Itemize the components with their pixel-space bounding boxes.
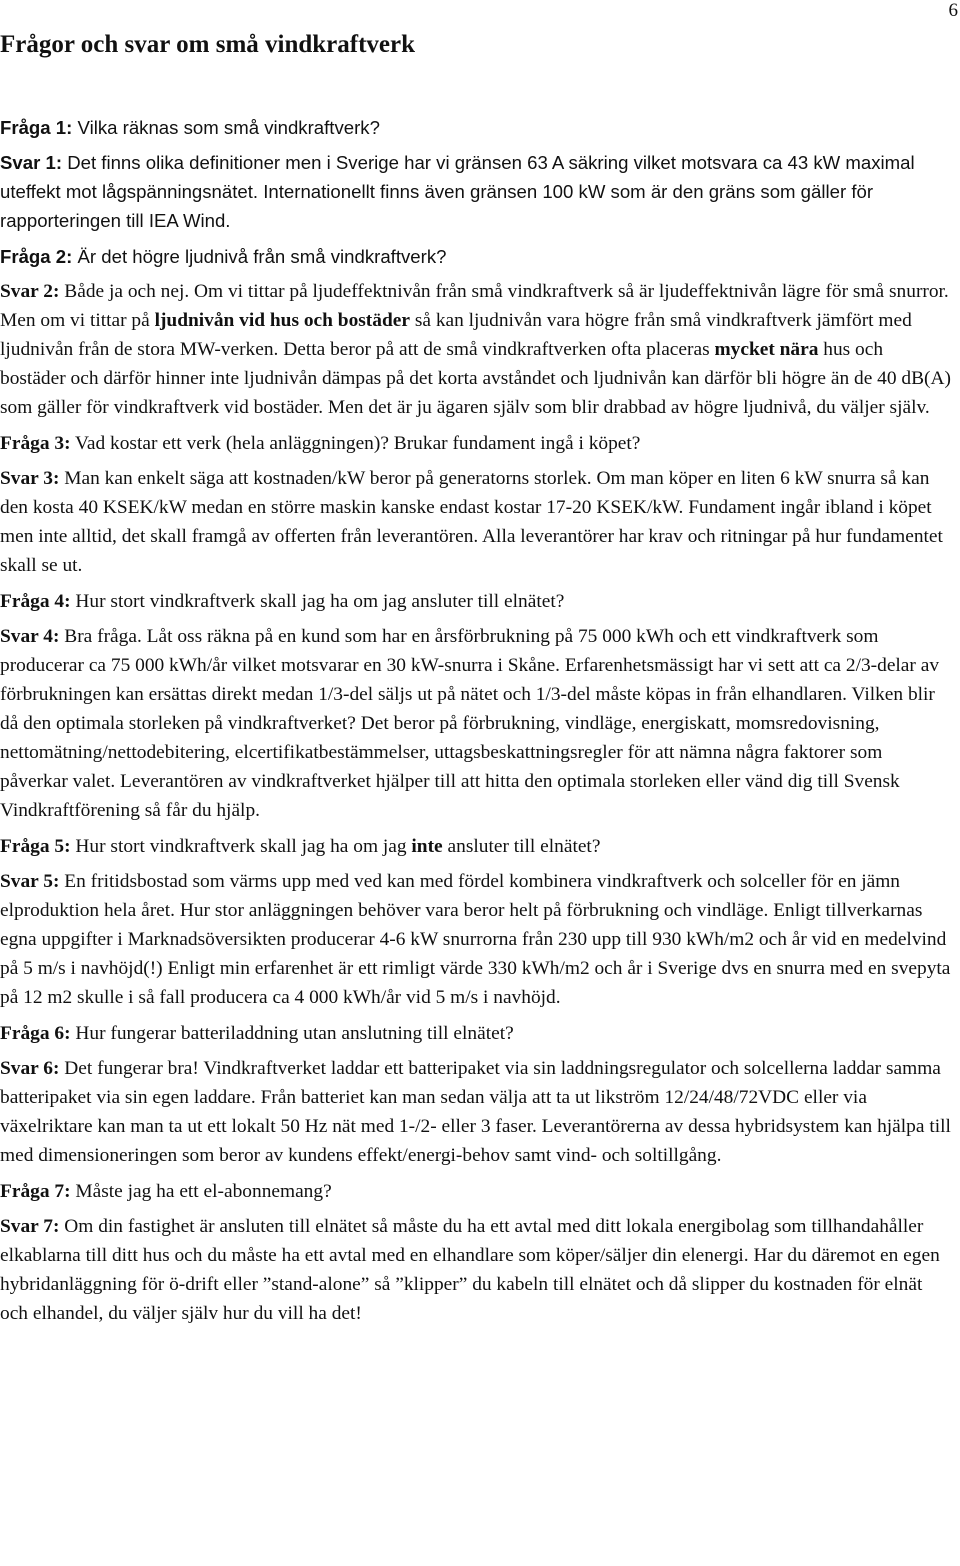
answer-1 xyxy=(0,148,952,235)
question-text: Hur stort vindkraftverk skall jag ha om jag ansluter till elnätet? xyxy=(70,591,565,612)
answer-text: Bra fråga. Låt oss räkna på en kund som har en årsförbrukning på 75 000 kWh och ett vindkraftverk som producerar ca 75 000 kWh/år vilket motsvarar en 30 kW-snurra i Skåne. Erfarenhetsmässigt har vi sett att ca 2/3-delar av förbrukningen kan ersättas direkt medan 1/3-del säljs ut på nätet och 1/3-del måste köpas in från elhandlaren. Vilken blir då den optimala storleken på vindkraftverket? Det beror på förbrukning, vindläge, energiskatt, momsredovisning, nettomätning/nettodebitering, elcertifikatbestämmelser, uttagsbeskattningsregler för att nämna några faktorer som påverkar valet. Leverantören av vindkraftverket hjälper till att hitta den optimala storleken eller vänd dig till Svensk Vindkraftförening så får du hjälp. xyxy=(0,626,940,821)
page-number: 6 xyxy=(948,0,958,21)
question-text: inte xyxy=(411,836,443,857)
question-text: Vad kostar ett verk (hela anläggningen)? Brukar fundament ingå i köpet? xyxy=(70,433,641,454)
answer-7 xyxy=(0,1212,952,1328)
answer-emphasis: ljudnivån vid hus och bostäder xyxy=(154,310,410,331)
answer-3 xyxy=(0,464,952,580)
answer-4 xyxy=(0,622,952,825)
question-text: Är det högre ljudnivå från små vindkraftverk? xyxy=(72,246,447,267)
question-label: Fråga 4: xyxy=(0,591,71,612)
answer-5 xyxy=(0,867,952,1012)
question-label: Fråga 2: xyxy=(0,246,73,267)
answer-label: Svar 7: xyxy=(0,1216,60,1237)
question-label: Fråga 1: xyxy=(0,117,73,138)
question-1 xyxy=(0,113,952,142)
question-label: Fråga 7: xyxy=(0,1181,71,1202)
question-text: Hur stort vindkraftverk skall jag ha om jag xyxy=(70,836,412,857)
question-4 xyxy=(0,587,952,616)
answer-label: Svar 6: xyxy=(0,1058,60,1079)
answer-text: Både ja och nej. Om vi tittar på ljudeffektnivån från små vindkraftverk så är ljudeffektnivån lägre för små snurror. Men om vi tittar på xyxy=(0,281,949,331)
question-text: Vilka räknas som små vindkraftverk? xyxy=(72,117,380,138)
question-7 xyxy=(0,1177,952,1206)
question-2 xyxy=(0,242,952,271)
answer-6 xyxy=(0,1054,952,1170)
answer-label: Svar 2: xyxy=(0,281,60,302)
answer-text: Man kan enkelt säga att kostnaden/kW beror på generatorns storlek. Om man köper en liten 6 kW snurra så kan den kosta 40 KSEK/kW medan en större maskin kanske endast kostar 17-20 KSEK/kW. Fundament ingår ibland i köpet men inte alltid, det skall framgå av offerten från leverantören. Alla leverantörer har krav och ritningar på hur fundamentet skall se ut. xyxy=(0,468,943,576)
answer-2 xyxy=(0,277,952,422)
question-6 xyxy=(0,1019,952,1048)
faq-content xyxy=(0,113,952,1335)
question-label: Fråga 5: xyxy=(0,836,71,857)
question-text: Hur fungerar batteriladdning utan anslutning till elnätet? xyxy=(70,1023,514,1044)
answer-text: Det finns olika definitioner men i Sverige har vi gränsen 63 A säkring vilket motsvara ca 43 kW maximal uteffekt mot lågspänningsnätet. Internationellt finns även gränsen 100 kW som är den gräns som gäller för rapporteringen till IEA Wind. xyxy=(0,152,915,231)
question-label: Fråga 3: xyxy=(0,433,71,454)
question-label: Fråga 6: xyxy=(0,1023,71,1044)
answer-label: Svar 1: xyxy=(0,152,63,173)
answer-text: Det fungerar bra! Vindkraftverket laddar ett batteripaket via sin laddningsregulator och solcellerna laddar samma batteripaket via sin egen laddare. Från batteriet kan man sedan välja att ta ut likström 12/24/48/72VDC eller via växelriktare kan man ta ut ett lokalt 50 Hz nät med 1-/2- eller 3 faser. Leverantörerna av dessa hybridsystem kan hjälpa till med dimensioneringen som beror av kundens effekt/energi-behov samt vind- och soltillgång. xyxy=(0,1058,951,1166)
answer-text: så kan ljudnivån vara högre från små vindkraftverk jämfört med ljudnivån från de stora MW-verken. Detta beror på att de små vindkraftverken ofta placeras xyxy=(0,310,912,360)
answer-text: Om din fastighet är ansluten till elnätet så måste du ha ett avtal med ditt lokala energibolag som tillhandahåller elkablarna till ditt hus och du måste ha ett avtal med en elhandlare som köper/säljer din elenergi. Har du däremot en egen hybridanläggning för ö-drift eller ”stand-alone” så ”klipper” du kabeln till elnätet och då slipper du kostnaden för elnät och elhandel, du väljer själv hur du vill ha det! xyxy=(0,1216,940,1324)
question-3 xyxy=(0,429,952,458)
answer-text: hus och bostäder och därför hinner inte ljudnivån dämpas på det korta avståndet och ljudnivån kan därför bli högre än de 40 dB(A) som gäller för vindkraftverk vid bostäder. Men det är ju ägaren själv som blir drabbad av högre ljudnivå, du väljer själv. xyxy=(0,339,951,418)
answer-text: En fritidsbostad som värms upp med ved kan med fördel kombinera vindkraftverk och solceller för en jämn elproduktion hela året. Hur stor anläggningen behöver vara beror helt på förbrukning och vindläge. Enligt tillverkarnas egna uppgifter i Marknadsöversikten producerar 4-6 kW snurrorna från 230 upp till 930 kWh/m2 och år vid en medelvind på 5 m/s i navhöjd(!) Enligt min erfarenhet är ett rimligt värde 330 kWh/m2 och år i Sverige dvs en snurra med en svepyta på 12 m2 skulle i så fall producera ca 4 000 kWh/år vid 5 m/s i navhöjd. xyxy=(0,871,951,1008)
question-text: Måste jag ha ett el-abonnemang? xyxy=(70,1181,332,1202)
page-title: Frågor och svar om små vindkraftverk xyxy=(0,31,416,58)
answer-label: Svar 3: xyxy=(0,468,60,489)
answer-label: Svar 5: xyxy=(0,871,60,892)
question-text: ansluter till elnätet? xyxy=(442,836,601,857)
question-5 xyxy=(0,832,952,861)
answer-emphasis: mycket nära xyxy=(714,339,819,360)
answer-label: Svar 4: xyxy=(0,626,60,647)
